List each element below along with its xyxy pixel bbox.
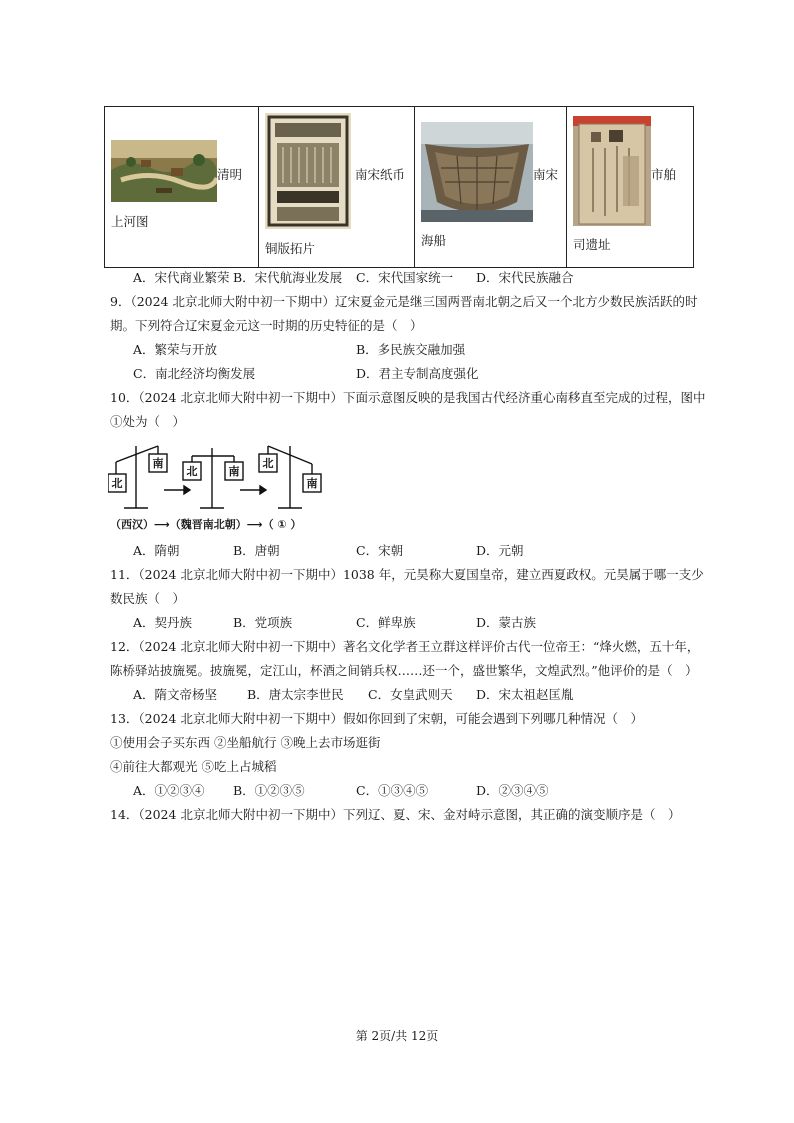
label-south-2: 南 <box>228 465 240 478</box>
q11-stem-line2: 数民族（ ） <box>110 591 186 606</box>
label-south-3: 南 <box>306 477 318 490</box>
q12-option-b[interactable]: B．唐太宗李世民 <box>247 687 344 702</box>
q13-stem-line3: ④前往大都观光 ⑤吃上占城稻 <box>110 759 277 774</box>
arrow-icon: ⟶ <box>246 518 263 531</box>
table-cell-tablet <box>567 107 694 268</box>
q11-stem-line1: 11．（2024 北京北师大附中初一下期中）1038 年，元昊称大夏国皇帝，建立西夏政权。元昊属于哪一支少 <box>110 567 704 582</box>
cell-label-right: 市舶 <box>651 167 677 182</box>
q13-option-a[interactable]: A．①②③④ <box>133 783 205 798</box>
label-north-2: 北 <box>186 465 198 478</box>
q9-option-b[interactable]: B．多民族交融加强 <box>356 342 466 357</box>
q12-option-c[interactable]: C．女皇武则天 <box>368 687 453 702</box>
q10-stem-line1: 10．（2024 北京北师大附中初一下期中）下面示意图反映的是我国古代经济重心南移直至完成的过程，图中 <box>110 390 706 405</box>
q10-option-c[interactable]: C．宋朝 <box>356 543 404 558</box>
painting-scene-icon <box>111 140 217 202</box>
cell-label-bottom: 铜版拓片 <box>265 241 316 256</box>
table-cell-banknote <box>259 107 415 268</box>
stone-tablet-icon <box>573 116 651 226</box>
q11-option-a[interactable]: A．契丹族 <box>133 615 193 630</box>
arrow-icon: ⟶ <box>154 518 170 531</box>
q9-option-a[interactable]: A．繁荣与开放 <box>133 342 218 357</box>
table-cell-ship <box>415 107 567 268</box>
q13-stem-line2: ①使用会子买东西 ②坐船航行 ③晚上去市场逛街 <box>110 735 381 750</box>
q10-option-d[interactable]: D．元朝 <box>476 543 524 558</box>
q8-option-b[interactable]: B．宋代航海业发展 <box>233 270 343 285</box>
q12-stem-line2: 陈桥驿站披旒冕。披旒冕，定江山，杯酒之间销兵权……还一个，盛世繁华，文煌武烈。”他评价的是（ ） <box>110 663 698 678</box>
cell-label-right: 南宋纸币 <box>355 167 406 182</box>
cell-label-right: 南宋 <box>533 167 559 182</box>
q12-option-d[interactable]: D．宋太祖赵匡胤 <box>476 687 574 702</box>
q11-option-d[interactable]: D．蒙古族 <box>476 615 537 630</box>
table-cell-painting <box>105 107 259 268</box>
q9-stem-line1: 9．（2024 北京北师大附中初一下期中）辽宋夏金元是继三国两晋南北朝之后又一个北方少数民族活跃的时 <box>110 294 698 309</box>
image-table <box>104 106 694 268</box>
stage-unknown: （ ① ） <box>262 518 302 531</box>
q13-stem-line1: 13．（2024 北京北师大附中初一下期中）假如你回到了宋朝，可能会遇到下列哪几种情况（ ） <box>110 711 643 726</box>
stage-western-han: （西汉） <box>110 518 154 531</box>
q11-option-b[interactable]: B．党项族 <box>233 615 293 630</box>
ship-hull-icon <box>421 122 533 222</box>
q9-option-c[interactable]: C．南北经济均衡发展 <box>133 366 256 381</box>
page-footer: 第 2页/共 12页 <box>355 1029 439 1043</box>
q10-option-a[interactable]: A．隋朝 <box>133 543 180 558</box>
q12-option-a[interactable]: A．隋文帝杨坚 <box>133 687 218 702</box>
cell-label-right: 清明 <box>217 167 243 182</box>
q9-stem-line2: 期。下列符合辽宋夏金元这一时期的历史特征的是（ ） <box>110 318 423 333</box>
q8-option-a[interactable]: A．宋代商业繁荣 <box>133 270 230 285</box>
banknote-print-icon <box>265 113 351 229</box>
q10-stem-line2: ①处为（ ） <box>110 414 186 429</box>
q11-option-c[interactable]: C．鲜卑族 <box>356 615 416 630</box>
q13-option-d[interactable]: D．②③④⑤ <box>476 783 549 798</box>
q13-option-b[interactable]: B．①②③⑤ <box>233 783 305 798</box>
q8-option-c[interactable]: C．宋代国家统一 <box>356 270 454 285</box>
q9-option-d[interactable]: D．君主专制高度强化 <box>356 366 479 381</box>
cell-label-bottom: 上河图 <box>111 214 149 229</box>
label-north-3: 北 <box>262 457 274 470</box>
stage-wei-jin: （魏晋南北朝） <box>169 518 247 531</box>
q12-stem-line1: 12．（2024 北京北师大附中初一下期中）著名文化学者王立群这样评价古代一位帝王：“烽火燃，五十年， <box>110 639 700 654</box>
q14-stem-line1: 14．（2024 北京北师大附中初一下期中）下列辽、夏、宋、金对峙示意图，其正确的演变顺序是（ ） <box>110 807 681 822</box>
q13-option-c[interactable]: C．①③④⑤ <box>356 783 429 798</box>
diagram-caption <box>110 516 302 532</box>
label-south-1: 南 <box>152 457 164 470</box>
cell-label-bottom: 司遗址 <box>573 237 611 252</box>
q10-option-b[interactable]: B．唐朝 <box>233 543 280 558</box>
label-north-1: 北 <box>111 477 123 490</box>
cell-label-bottom: 海船 <box>421 233 447 248</box>
q8-option-d[interactable]: D．宋代民族融合 <box>476 270 574 285</box>
